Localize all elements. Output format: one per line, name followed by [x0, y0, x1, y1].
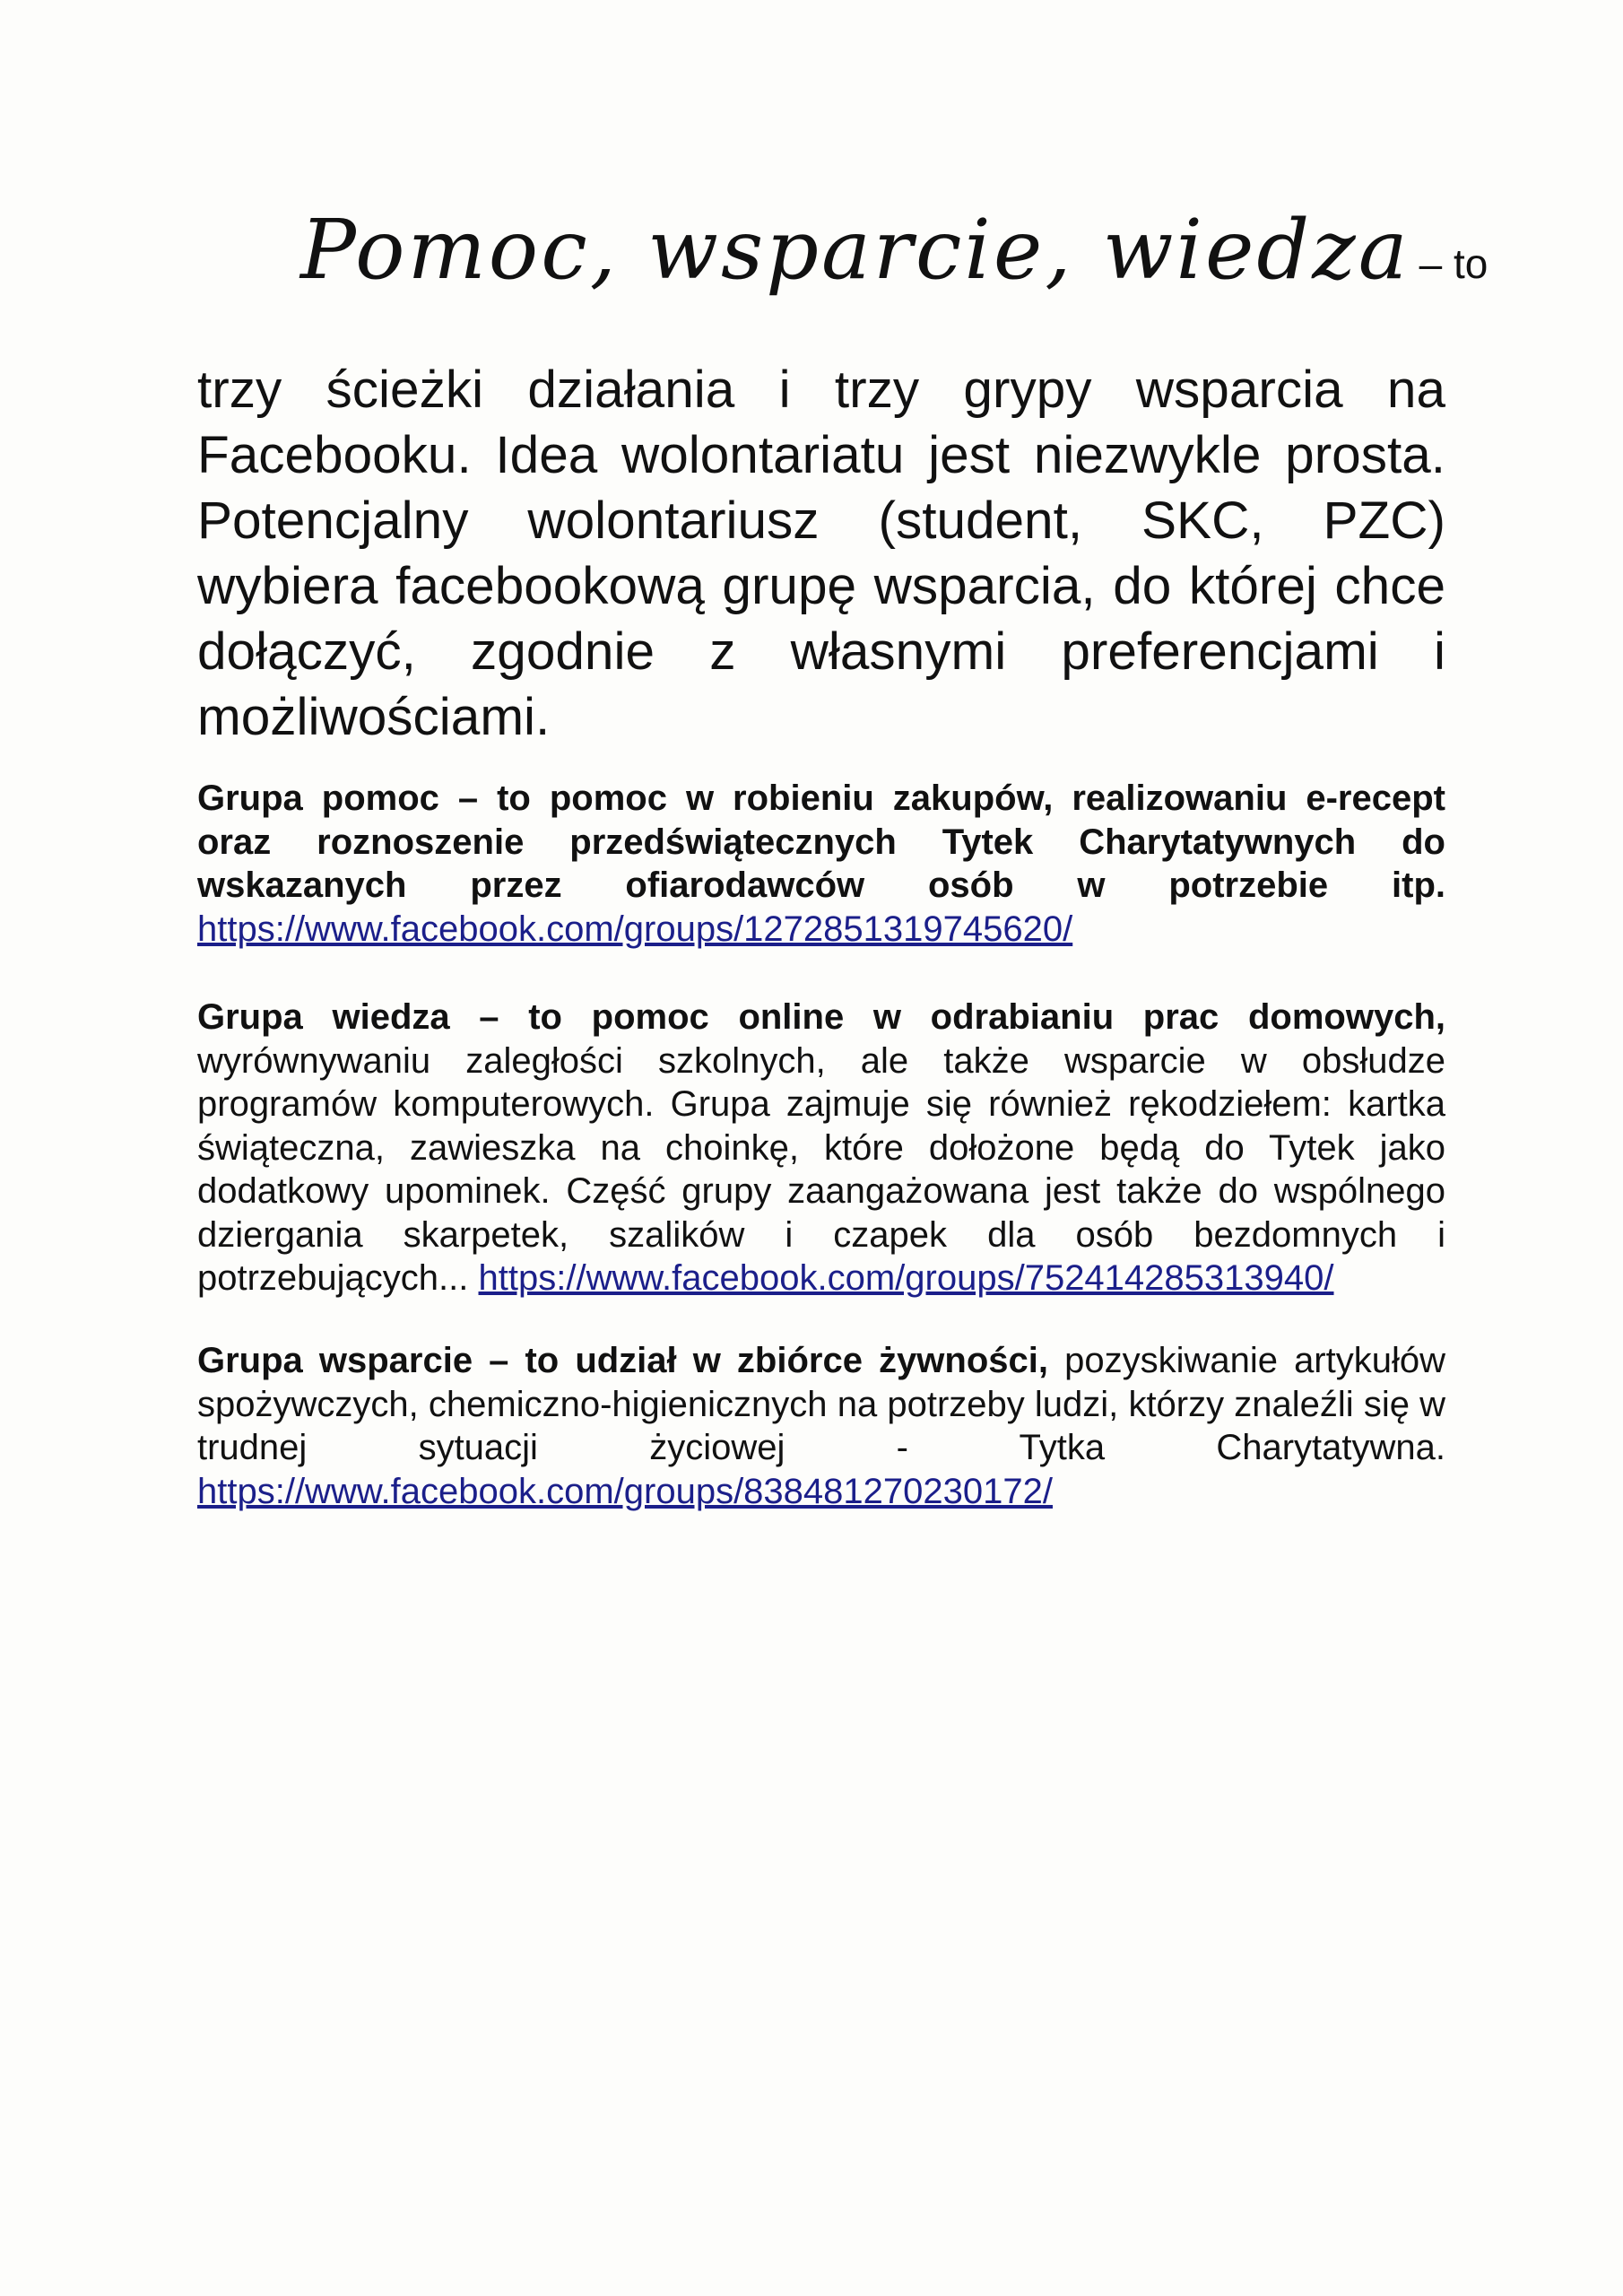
facebook-group-link[interactable]: https://www.facebook.com/groups/1272851319745620/	[197, 909, 1073, 949]
section-heading: Grupa pomoc – to pomoc w robieniu zakupów, realizowaniu e-recept oraz roznoszenie przedświątecznych Tytek Charytatywnych do wskazanych przez ofiarodawców osób w potrzebie itp.	[197, 778, 1445, 905]
page-title	[300, 202, 1488, 298]
section-heading: Grupa wsparcie – to udział w zbiórce żywności,	[197, 1341, 1048, 1380]
section-grupa-wiedza	[197, 996, 1445, 1300]
title-suffix: – to	[1419, 240, 1488, 287]
section-text: wyrównywaniu zaległości szkolnych, ale także wsparcie w obsłudze programów komputerowych. Grupa zajmuje się również rękodziełem: kartka świąteczna, zawieszka na choinkę, które dołożone będą do Tytek jako dodatkowy upominek. Część grupy zaangażowana jest także do wspólnego dziergania skarpetek, szalików i czapek dla osób bezdomnych i potrzebujących...	[197, 1040, 1445, 1298]
section-grupa-wsparcie	[197, 1339, 1445, 1513]
title-main: Pomoc, wsparcie, wiedza	[300, 202, 1410, 298]
section-text: pozyskiwanie artykułów spożywczych, chemiczno-higienicznych na potrzeby ludzi, którzy znaleźli się w trudnej sytuacji życiowej - Tytka Charytatywna.	[197, 1341, 1446, 1467]
intro-paragraph: trzy ścieżki działania i trzy grypy wsparcia na Facebooku. Idea wolontariatu jest niezwykle prosta. Potencjalny wolontariusz (student, SKC, PZC) wybiera facebookową grupę wsparcia, do której chce dołączyć, zgodnie z własnymi preferencjami i możliwościami.	[197, 361, 1445, 746]
section-heading: Grupa wiedza – to pomoc online w odrabianiu prac domowych,	[197, 997, 1445, 1037]
section-grupa-pomoc	[197, 777, 1445, 951]
facebook-group-link[interactable]: https://www.facebook.com/groups/838481270230172/	[197, 1471, 1053, 1511]
facebook-group-link[interactable]: https://www.facebook.com/groups/752414285313940/	[478, 1258, 1334, 1298]
